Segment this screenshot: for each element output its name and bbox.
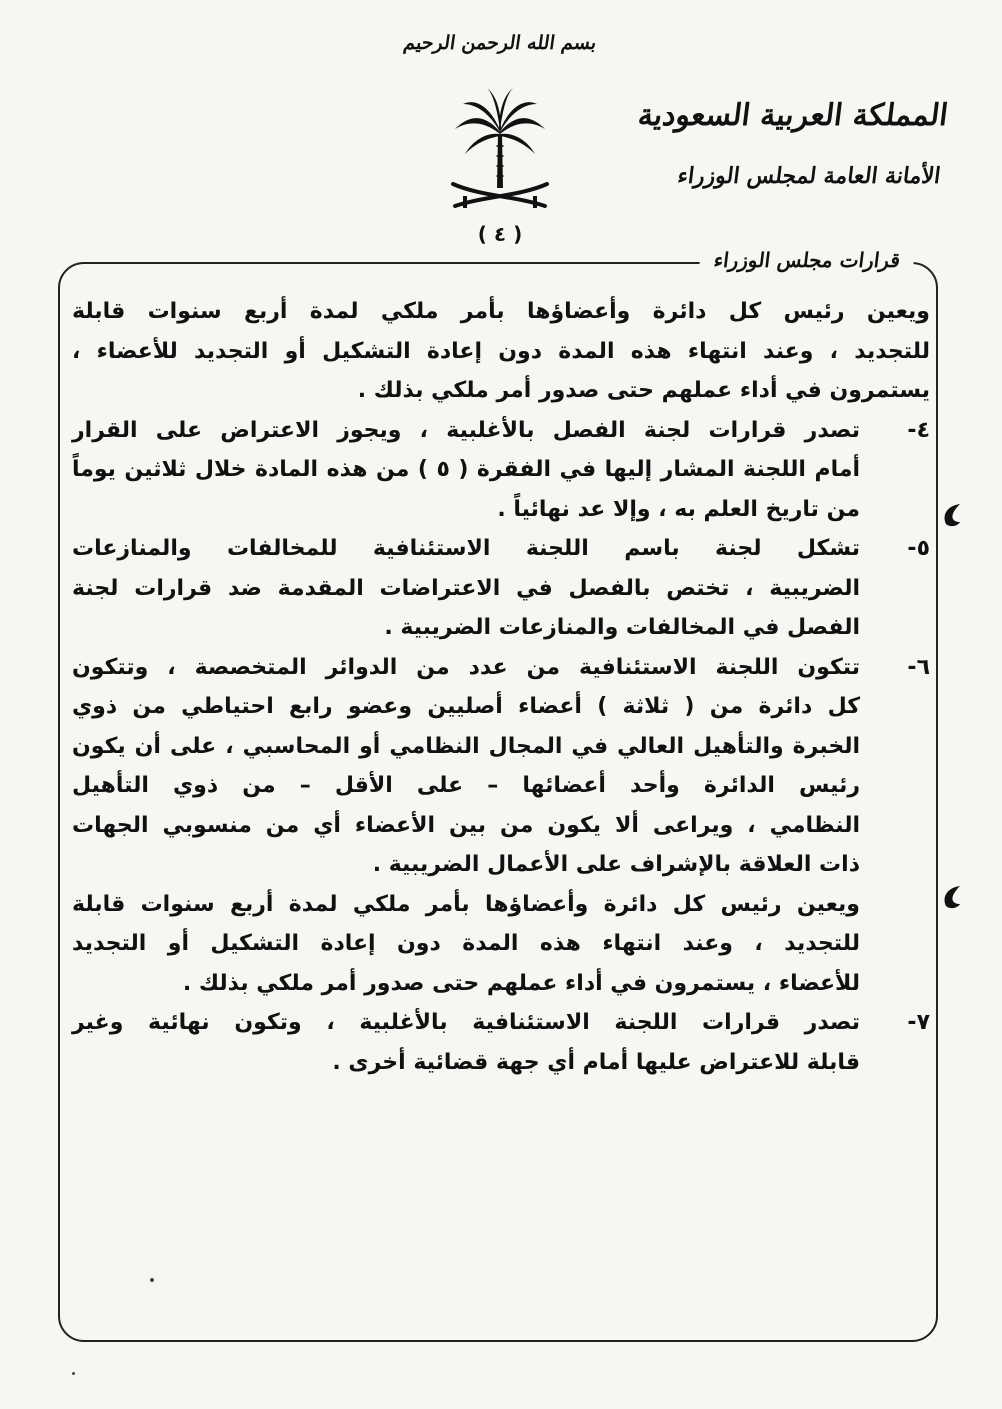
text-line: ذات العلاقة بالإشراف على الأعمال الضريبية . [372, 852, 860, 877]
text-line: للتجديد ، وعند انتهاء هذه المدة دون إعادة التشكيل أو التجديد [72, 931, 860, 956]
text-line: تشكل لجنة باسم اللجنة الاستئنافية للمخالفات والمنازعات [72, 536, 860, 561]
clause-number: ٦- [907, 654, 930, 680]
text-line: الفصل في المخالفات والمنازعات الضريبية . [384, 615, 860, 640]
text-line: تصدر قرارات اللجنة الاستئنافية بالأغلبية ، وتكون نهائية وغير [72, 1010, 860, 1035]
clause-number: ٤- [907, 417, 930, 443]
page-number: ( ٤ ) [477, 222, 523, 246]
clause-7 [72, 1003, 930, 1082]
decree-body [72, 292, 930, 1082]
letterhead [637, 92, 950, 200]
text-line: تصدر قرارات لجنة الفصل بالأغلبية ، ويجوز الاعتراض على القرار [72, 417, 860, 443]
kingdom-title: المملكة العربية السعودية [635, 98, 950, 133]
scan-speck [72, 1372, 75, 1375]
frame-section-label: قرارات مجلس الوزراء [697, 240, 916, 280]
text-line: الضريبية ، تختص بالفصل في الاعتراضات المقدمة ضد قرارات لجنة [72, 575, 860, 601]
basmala: بسم الله الرحمن الرحيم [402, 32, 598, 54]
text-line: للأعضاء ، يستمرون في أداء عملهم حتى صدور أمر ملكي بذلك . [182, 970, 860, 996]
text-line: الخبرة والتأهيل العالي في المجال النظامي أو المحاسبي ، على أن يكون [72, 733, 860, 759]
secretariat-title: الأمانة العامة لمجلس الوزراء [676, 163, 942, 189]
punch-hole-mark-icon [940, 502, 962, 528]
text-line: قابلة للاعتراض عليها أمام أي جهة قضائية أخرى . [332, 1049, 860, 1075]
text-line: ويعين رئيس كل دائرة وأعضاؤها بأمر ملكي لمدة أربع سنوات قابلة [72, 299, 930, 324]
text-line: تتكون اللجنة الاستئنافية من عدد من الدوائر المتخصصة ، وتتكون [72, 654, 860, 680]
text-line: النظامي ، ويراعى ألا يكون من بين الأعضاء أي من منسوبي الجهات [72, 812, 860, 838]
continuation-paragraph [72, 292, 930, 411]
text-line: رئيس الدائرة وأحد أعضائها – على الأقل – من ذوي التأهيل [72, 773, 860, 798]
clause-number: ٧- [907, 1010, 930, 1035]
text-line: كل دائرة من ( ثلاثة ) أعضاء أصليين وعضو رابع احتياطي من ذوي [72, 694, 860, 719]
scan-speck [150, 1278, 154, 1282]
clause-6 [72, 648, 930, 1004]
text-line: يستمرون في أداء عملهم حتى صدور أمر ملكي بذلك . [357, 378, 930, 403]
clause-4 [72, 411, 930, 530]
punch-hole-mark-icon [940, 884, 962, 910]
text-line: أمام اللجنة المشار إليها في الفقرة ( ٥ ) من هذه المادة خلال ثلاثين يوماً [72, 457, 860, 482]
text-line: للتجديد ، وعند انتهاء هذه المدة دون إعادة التشكيل أو التجديد للأعضاء ، [72, 338, 930, 364]
text-line: من تاريخ العلم به ، وإلا عد نهائياً . [497, 496, 860, 522]
clause-5 [72, 529, 930, 648]
saudi-emblem-icon [445, 84, 555, 214]
text-line: ويعين رئيس كل دائرة وأعضاؤها بأمر ملكي لمدة أربع سنوات قابلة [72, 891, 860, 917]
clause-number: ٥- [907, 536, 930, 561]
